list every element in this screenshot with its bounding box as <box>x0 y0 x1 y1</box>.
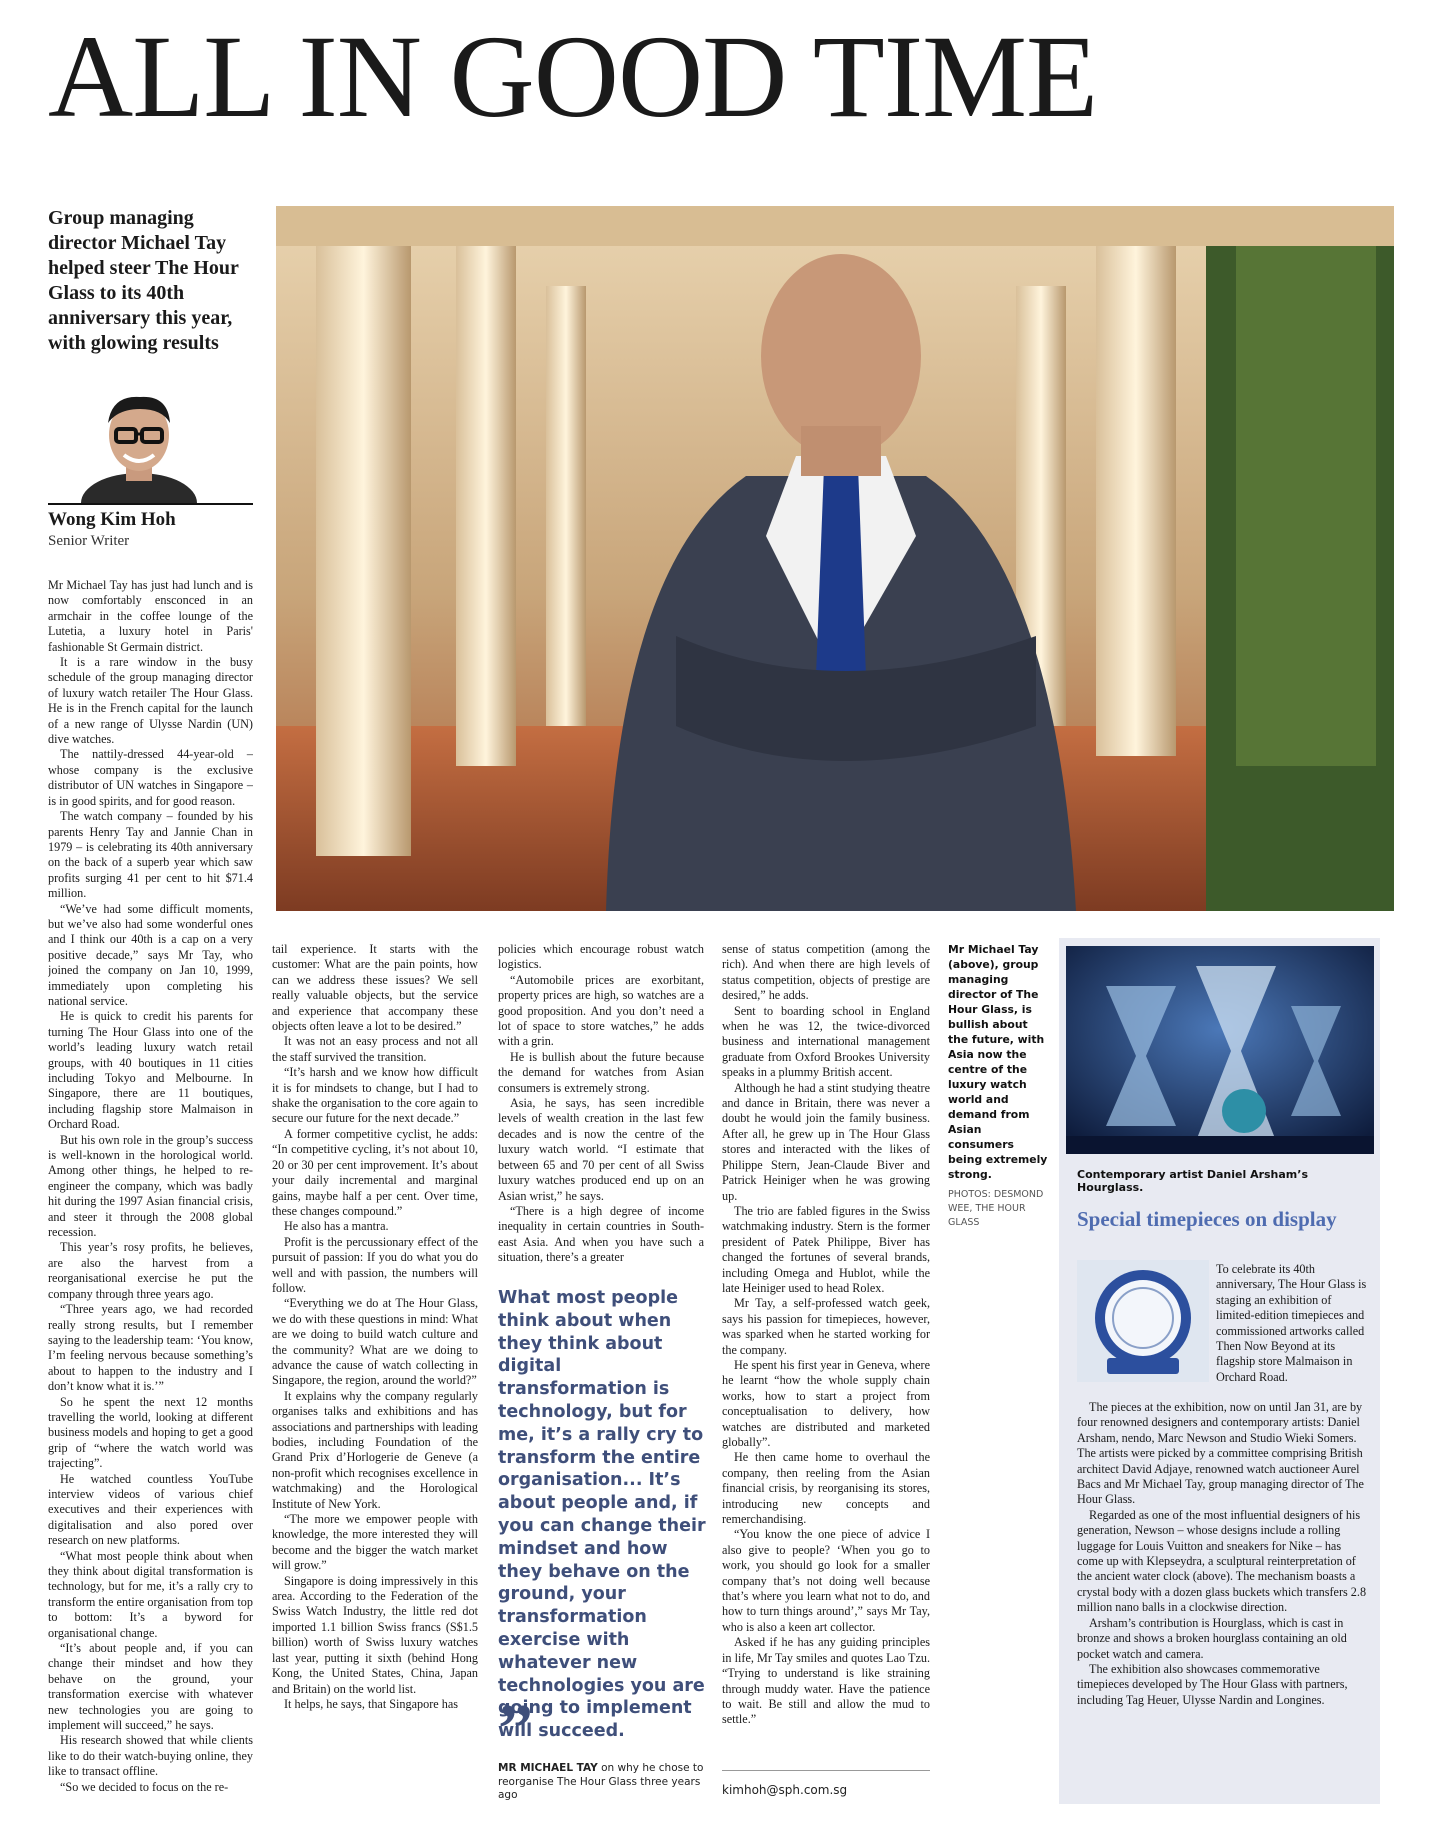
column-1-paragraph: The watch company – founded by his parents Henry Tay and Jannie Chan in 1979 – is celebrating its 40th anniversary on the back of a superb year which saw profits surging 41 per cent to hit $71.4 million. <box>48 809 253 901</box>
photo-caption: Mr Michael Tay (above), group managing director of The Hour Glass, is bullish about the future, with Asia now the centre of the luxury watch world and demand from Asian consumers being extremely strong. <box>948 943 1048 1181</box>
sidebar-paragraph: Arsham’s contribution is Hourglass, which is cast in bronze and shows a broken hourglass containing an old pocket watch and camera. <box>1077 1615 1347 1661</box>
sidebar-paragraph: The exhibition also showcases commemorative timepieces developed by The Hour Glass with partners, including Tag Heuer, Ulysse Nardin and Longines. <box>1077 1661 1348 1707</box>
author-email[interactable]: kimhoh@sph.com.sg <box>722 1783 848 1797</box>
column-1-paragraph: He is quick to credit his parents for turning The Hour Glass into one of the world’s leading luxury watch retail groups, with 40 boutiques in 11 cities including Tokyo and Melbourne. In Singapore, there are 11 boutiques, including flagship store Malmaison in Orchard Road. <box>48 1009 253 1132</box>
column-2-paragraph: Profit is the percussionary effect of the pursuit of passion: If you do what you do well and with passion, the numbers will follow. <box>272 1234 478 1295</box>
photo-credit: PHOTOS: DESMOND WEE, THE HOUR GLASS <box>948 1189 1044 1228</box>
column-2-paragraph: “The more we empower people with knowledge, the more interested they will become and the bigger the watch market will grow.” <box>272 1512 478 1573</box>
sidebar-body <box>1077 1400 1369 1795</box>
column-1-paragraph: “We’ve had some difficult moments, but we’ve also had some wonderful ones and I think our 40th is a cap on a very positive decade,” says Mr Tay, who joined the company on Jan 10, 1999, immediately upon completing his national service. <box>48 901 253 1008</box>
column-2-paragraph: It was not an easy process and not all the staff survived the transition. <box>272 1034 478 1064</box>
column-2-paragraph: He also has a mantra. <box>284 1219 389 1234</box>
sidebar-paragraph: The pieces at the exhibition, now on until Jan 31, are by four renowned designers and contemporary artists: Daniel Arsham, nendo, Marc Newson and Studio Wieki Somers. The artists were picked by a committee comprising British architect David Adjaye, renowned watch auctioneer Aurel Bacs and Mr Michael Tay, group managing director of The Hour Glass. <box>1077 1400 1364 1507</box>
sidebar-paragraph: Regarded as one of the most influential designers of his generation, Newson – whose designs include a rolling luggage for Louis Vuitton and sneakers for Nike – has come up with Klepseydra, a sculptural reinterpretation of the ancient water clock (above). The mechanism boasts a crystal body with a dozen glass buckets which transfers 2.8 million nano balls in a clockwise direction. <box>1077 1507 1367 1615</box>
column-1-paragraph: It is a rare window in the busy schedule of the group managing director of luxury watch retailer The Hour Glass. He is in the French capital for the launch of a new range of Ulysse Nardin (UN) dive watches. <box>48 655 253 747</box>
column-1-paragraph: His research showed that while clients like to do their watch-buying online, they like to transact offline. <box>48 1733 253 1779</box>
hourglass-photo <box>1066 946 1374 1154</box>
column-2-paragraph: “It’s harsh and we know how difficult it is for mindsets to change, but I had to shake the organisation to the core again to secure our future for the next decade.” <box>272 1065 478 1126</box>
byline-rule <box>48 503 253 505</box>
column-3-paragraph: “There is a high degree of income inequality in certain countries in South-east Asia. And when you have such a situation, there’s a greater <box>498 1203 704 1265</box>
email-rule <box>722 1770 930 1771</box>
column-2-paragraph: “Everything we do at The Hour Glass, we do with these questions in mind: What are we doing to build watch culture and the community? What are we doing to advance the cause of watch collecting in Singapore, the region, around the world?” <box>272 1296 478 1388</box>
pull-quote-attribution-name: MR MICHAEL TAY <box>498 1762 598 1774</box>
pull-quote: What most people think about when they think about digital transformation is technology, but for me, it’s a rally cry to transform the entire organisation... It’s about people and, if you can change their mindset and how they behave on the ground, your transformation exercise with whatever new technologies you are going to implement will succeed. <box>498 1288 706 1742</box>
column-4-paragraph: He then came home to overhaul the company, then reeling from the Asian financial crisis, by reorganising its stores, introducing new concepts and remerchandising. <box>722 1450 930 1527</box>
klepseydra-photo <box>1077 1260 1209 1382</box>
column-4-paragraph: Sent to boarding school in England when he was 12, the twice-divorced business and international management graduate from Oxford Brookes University speaks in a plummy British accent. <box>722 1003 930 1080</box>
headline: ALL IN GOOD TIME <box>48 11 1098 142</box>
column-1-paragraph: But his own role in the group’s success is well-known in the horological world. Among other things, he helped to re-engineer the company, which was badly hit during the 1997 Asian financial crisis, and steer it through the 2008 global recession. <box>48 1132 253 1240</box>
column-1-paragraph: “What most people think about when they think about digital transformation is technology, but for me, it’s a rally cry to transform the entire organisation from top to bottom: It’s a byword for organisational change. <box>48 1548 253 1640</box>
sidebar-heading: Special timepieces on display <box>1077 1207 1337 1231</box>
column-3-paragraph: policies which encourage robust watch logistics. <box>498 942 704 972</box>
column-4-paragraph: “You know the one piece of advice I also give to people? ‘When you go to work, you should go look for a smaller company that’s not doing well because that’s where you learn what not to do, and how to turn things around’,” says Mr Tay, who is also a keen art collector. <box>722 1527 930 1634</box>
column-1-paragraph: So he spent the next 12 months travelling the world, looking at different business models and hoping to get a good grip of “where the watch world was trajecting”. <box>48 1394 253 1471</box>
column-1-paragraph: The nattily-dressed 44-year-old – whose company is the exclusive distributor of UN watches in Singapore – is in good spirits, and for good reason. <box>48 747 253 808</box>
sidebar-photo-caption: Contemporary artist Daniel Arsham’s Hourglass. <box>1077 1168 1308 1194</box>
author-photo <box>64 385 214 503</box>
column-3-paragraph: He is bullish about the future because the demand for watches from Asian consumers is extremely strong. <box>498 1049 704 1095</box>
byline-name: Wong Kim Hoh <box>48 509 176 530</box>
column-3-paragraph: Asia, he says, has seen incredible levels of wealth creation in the last few decades and is now the centre of the luxury watch world. “I estimate that between 65 and 70 per cent of all Swiss luxury watches produced end up on an Asian wrist,” he says. <box>498 1096 704 1203</box>
quote-mark-icon: ” <box>498 1691 533 1768</box>
column-4-paragraph: Mr Tay, a self-professed watch geek, says his passion for timepieces, however, was sparked when he started working for the company. <box>722 1296 930 1357</box>
column-2-paragraph: A former competitive cyclist, he adds: “In competitive cycling, it’s not about 10, 20 or 30 per cent improvement. It’s about your daily incremental and marginal gains, maybe half a per cent. Over time, these changes compound.” <box>272 1126 478 1218</box>
sidebar-intro-paragraph: To celebrate its 40th anniversary, The Hour Glass is staging an exhibition of limited-edition timepieces and commissioned artworks called Then Now Beyond at its flagship store Malmaison in Orchard Road. <box>1216 1262 1367 1384</box>
deck: Group managing director Michael Tay helped steer The Hour Glass to its 40th anniversary this year, with glowing results <box>48 207 239 354</box>
article-column-2 <box>272 942 478 1813</box>
byline-title: Senior Writer <box>48 533 130 549</box>
column-4-paragraph: The trio are fabled figures in the Swiss watchmaking industry. Stern is the former president of Patek Philippe, Biver has changed the fortunes of several brands, including Omega and Hublot, while the late Heiniger used to head Rolex. <box>722 1203 930 1295</box>
column-2-paragraph: It explains why the company regularly organises talks and exhibitions and has associations and partnerships with leading bodies, including Foundation of the Grand Prix d’Horlogerie de Geneve (a non-profit which recognises excellence in watchmaking) and the Horological Institute of New York. <box>272 1388 478 1511</box>
column-2-paragraph: tail experience. It starts with the customer: What are the pain points, how can we address these issues? We sell really valuable objects, but the service and experience that accompany these objects often leave a lot to be desired.” <box>272 942 478 1034</box>
article-column-1 <box>48 578 253 1813</box>
column-4-paragraph: sense of status competition (among the rich). And when there are high levels of status competition, objects of prestige are desired,” he adds. <box>722 942 930 1003</box>
column-3-paragraph: “Automobile prices are exorbitant, property prices are high, so watches are a good proposition. And you don’t need a lot of space to store watches,” he adds with a grin. <box>498 972 704 1049</box>
column-4-paragraph: He spent his first year in Geneva, where he learnt “how the whole supply chain works, how to start a project from conceptualisation to delivery, how watches are distributed and marketed globally”. <box>722 1357 930 1449</box>
column-2-paragraph: Singapore is doing impressively in this area. According to the Federation of the Swiss Watch Industry, the little red dot imported 1.1 billion Swiss francs (S$1.5 billion) worth of Swiss luxury watches last year, putting it sixth (behind Hong Kong, the United States, China, Japan and Britain) on the world list. <box>272 1573 478 1696</box>
pull-quote-attribution-text: on why he chose to reorganise The Hour Glass three years ago <box>498 1762 704 1801</box>
column-4-paragraph: Although he had a stint studying theatre and dance in Britain, there was never a doubt he would join the family business. After all, he grew up in The Hour Glass stores and interacted with the likes of Philippe Stern, Jean-Claude Biver and Patrick Heiniger when he was growing up. <box>722 1080 930 1203</box>
column-2-paragraph: It helps, he says, that Singapore has <box>284 1696 458 1711</box>
article-column-3 <box>498 942 704 1270</box>
column-1-paragraph: “So we decided to focus on the re- <box>60 1779 229 1794</box>
column-4-paragraph: Asked if he has any guiding principles in life, Mr Tay smiles and quotes Lao Tzu. “Trying to understand is like straining through muddy water. Have the patience to wait. Be still and allow the mud to settle.” <box>722 1635 930 1727</box>
column-1-paragraph: He watched countless YouTube interview videos of various chief executives and their experiences with digitalisation and also pored over research on new platforms. <box>48 1471 253 1548</box>
hero-photo <box>276 206 1394 911</box>
column-1-paragraph: “Three years ago, we had recorded really strong results, but I remember saying to the leadership team: ‘You know, I’m feeling nervous because something’s about to happen to the industry and I don’t know what it is.’” <box>48 1302 253 1394</box>
column-1-paragraph: Mr Michael Tay has just had lunch and is now comfortably ensconced in an armchair in the coffee lounge of the Lutetia, a luxury hotel in Paris' fashionable St Germain district. <box>48 578 253 654</box>
article-column-4 <box>722 942 930 1764</box>
sidebar-intro <box>1216 1262 1371 1402</box>
pull-quote-attribution <box>498 1762 723 1803</box>
column-1-paragraph: “It’s about people and, if you can change their mindset and how they behave on the ground, your transformation exercise with whatever new technologies you are going to implement will succeed,” he says. <box>48 1641 253 1733</box>
column-1-paragraph: This year’s rosy profits, he believes, are also the harvest from a reorganisational exercise he put the company through three years ago. <box>48 1240 253 1301</box>
